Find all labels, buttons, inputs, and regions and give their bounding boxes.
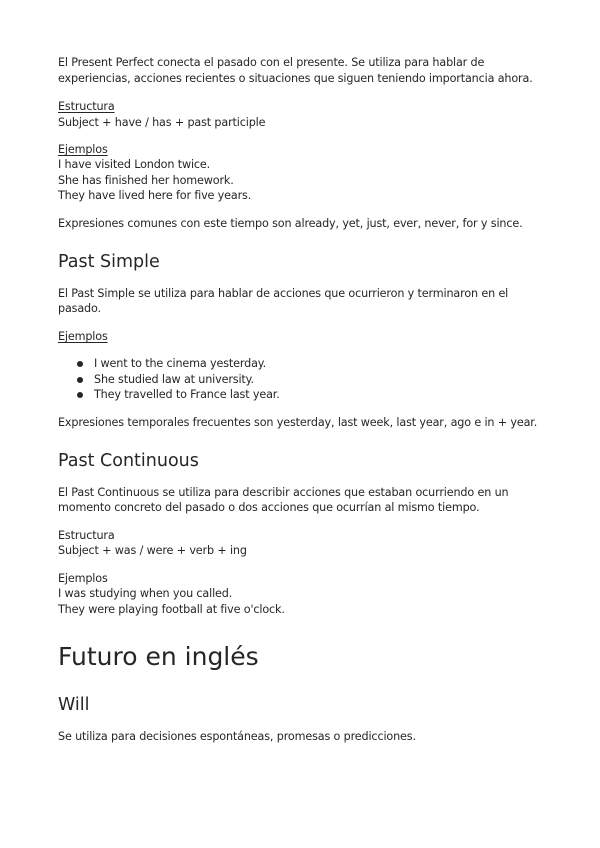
present-perfect-structure-label: Estructura [58, 100, 115, 113]
past-continuous-example: They were playing football at five o'clock. [58, 603, 285, 616]
present-perfect-structure: Subject + have / has + past participle [58, 116, 266, 129]
present-perfect-example: She has finished her homework. [58, 174, 234, 187]
past-simple-intro-line-1: El Past Simple se utiliza para hablar de acciones que ocurrieron y terminaron en el [58, 287, 509, 300]
bullet-icon [77, 361, 83, 367]
will-heading: Will [58, 695, 90, 715]
present-perfect-examples-label: Ejemplos [58, 143, 108, 156]
past-continuous-heading: Past Continuous [58, 451, 199, 471]
past-simple-heading: Past Simple [58, 252, 160, 272]
bullet-icon [77, 392, 83, 398]
past-simple-intro-line-2: pasado. [58, 302, 101, 315]
past-simple-example: They travelled to France last year. [94, 388, 280, 401]
past-continuous-intro-line-1: El Past Continuous se utiliza para describir acciones que estaban ocurriendo en un [58, 486, 509, 499]
future-heading: Futuro en inglés [58, 642, 259, 671]
present-perfect-intro-line-2: experiencias, acciones recientes o situaciones que siguen teniendo importancia ahora. [58, 72, 533, 85]
present-perfect-intro-line-1: El Present Perfect conecta el pasado con el presente. Se utiliza para hablar de [58, 56, 485, 69]
past-continuous-structure-label: Estructura [58, 529, 115, 542]
present-perfect-expressions: Expresiones comunes con este tiempo son already, yet, just, ever, never, for y since. [58, 217, 523, 230]
present-perfect-example: They have lived here for five years. [58, 189, 252, 202]
past-simple-example: I went to the cinema yesterday. [94, 357, 267, 370]
present-perfect-example: I have visited London twice. [58, 158, 211, 171]
past-continuous-intro-line-2: momento concreto del pasado o dos acciones que ocurrían al mismo tiempo. [58, 501, 480, 514]
past-continuous-examples-label: Ejemplos [58, 572, 108, 585]
bullet-icon [77, 377, 83, 383]
past-continuous-structure: Subject + was / were + verb + ing [58, 544, 247, 557]
past-simple-expressions: Expresiones temporales frecuentes son yesterday, last week, last year, ago e in + year. [58, 416, 538, 429]
past-simple-examples-label: Ejemplos [58, 330, 108, 343]
will-description: Se utiliza para decisiones espontáneas, promesas o predicciones. [58, 730, 416, 743]
past-continuous-example: I was studying when you called. [58, 587, 233, 600]
past-simple-example: She studied law at university. [94, 373, 254, 386]
